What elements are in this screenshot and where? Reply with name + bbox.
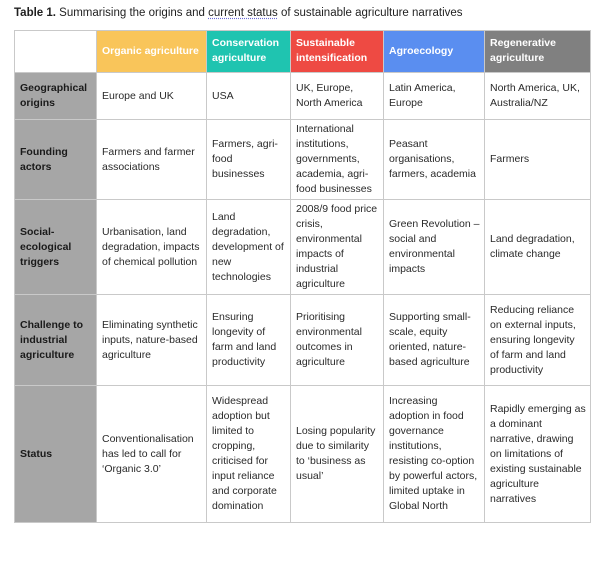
column-header-conservation: Conservation agriculture <box>207 31 291 73</box>
table-row-challenge <box>15 295 591 386</box>
table-cell: Increasing adoption in food governance institutions, resisting co-option by powerful actors, limited uptake in Global North <box>384 386 485 523</box>
table-cell: Rapidly emerging as a dominant narrative, drawing on limitations of existing sustainable agriculture narratives <box>485 386 591 523</box>
caption-text-start: Summarising the origins and <box>55 7 209 19</box>
table-row-status <box>15 386 591 523</box>
table-row-geographical-origins <box>15 73 591 120</box>
table-cell: Conventionalisation has led to call for ‘Organic 3.0’ <box>97 386 207 523</box>
row-header: Status <box>15 386 97 523</box>
table-cell: Land degradation, development of new technologies <box>207 200 291 295</box>
table-cell: Land degradation, climate change <box>485 200 591 295</box>
table-cell: Europe and UK <box>97 73 207 120</box>
table-cell: UK, Europe, North America <box>291 73 384 120</box>
row-header: Social-ecological triggers <box>15 200 97 295</box>
table-cell: Eliminating synthetic inputs, nature-based agriculture <box>97 295 207 386</box>
table-header-row <box>15 31 591 73</box>
row-header: Founding actors <box>15 120 97 200</box>
table-cell: Ensuring longevity of farm and land productivity <box>207 295 291 386</box>
table-cell: 2008/9 food price crisis, environmental impacts of industrial agriculture <box>291 200 384 295</box>
table-cell: Green Revolution – social and environmental impacts <box>384 200 485 295</box>
caption-label: Table 1. <box>14 7 56 19</box>
table-corner-cell <box>15 31 97 73</box>
table-cell: Peasant organisations, farmers, academia <box>384 120 485 200</box>
column-header-sustainable-intensification: Sustainable intensification <box>291 31 384 73</box>
table-cell: Latin America, Europe <box>384 73 485 120</box>
column-header-regenerative: Regenerative agriculture <box>485 31 591 73</box>
table-cell: Prioritising environmental outcomes in agriculture <box>291 295 384 386</box>
table-cell: Farmers and farmer associations <box>97 120 207 200</box>
column-header-agroecology: Agroecology <box>384 31 485 73</box>
table-cell: Farmers <box>485 120 591 200</box>
table-caption <box>14 7 463 19</box>
table-cell: Reducing reliance on external inputs, ensuring longevity of farm and land productivity <box>485 295 591 386</box>
table-cell: USA <box>207 73 291 120</box>
row-header: Geographical origins <box>15 73 97 120</box>
table-cell: Losing popularity due to similarity to ‘business as usual’ <box>291 386 384 523</box>
caption-underlined-text: current status <box>208 7 278 19</box>
table-cell: North America, UK, Australia/NZ <box>485 73 591 120</box>
narratives-table <box>14 30 591 523</box>
table-cell: Farmers, agri-food businesses <box>207 120 291 200</box>
table-cell: International institutions, governments, academia, agri-food businesses <box>291 120 384 200</box>
table-row-social-ecological-triggers <box>15 200 591 295</box>
row-header: Challenge to industrial agriculture <box>15 295 97 386</box>
table-row-founding-actors <box>15 120 591 200</box>
table-cell: Supporting small-scale, equity oriented, nature-based agriculture <box>384 295 485 386</box>
caption-text-end: of sustainable agriculture narratives <box>277 7 463 19</box>
column-header-organic: Organic agriculture <box>97 31 207 73</box>
table-cell: Widespread adoption but limited to cropping, criticised for input reliance and corporate domination <box>207 386 291 523</box>
table-cell: Urbanisation, land degradation, impacts of chemical pollution <box>97 200 207 295</box>
